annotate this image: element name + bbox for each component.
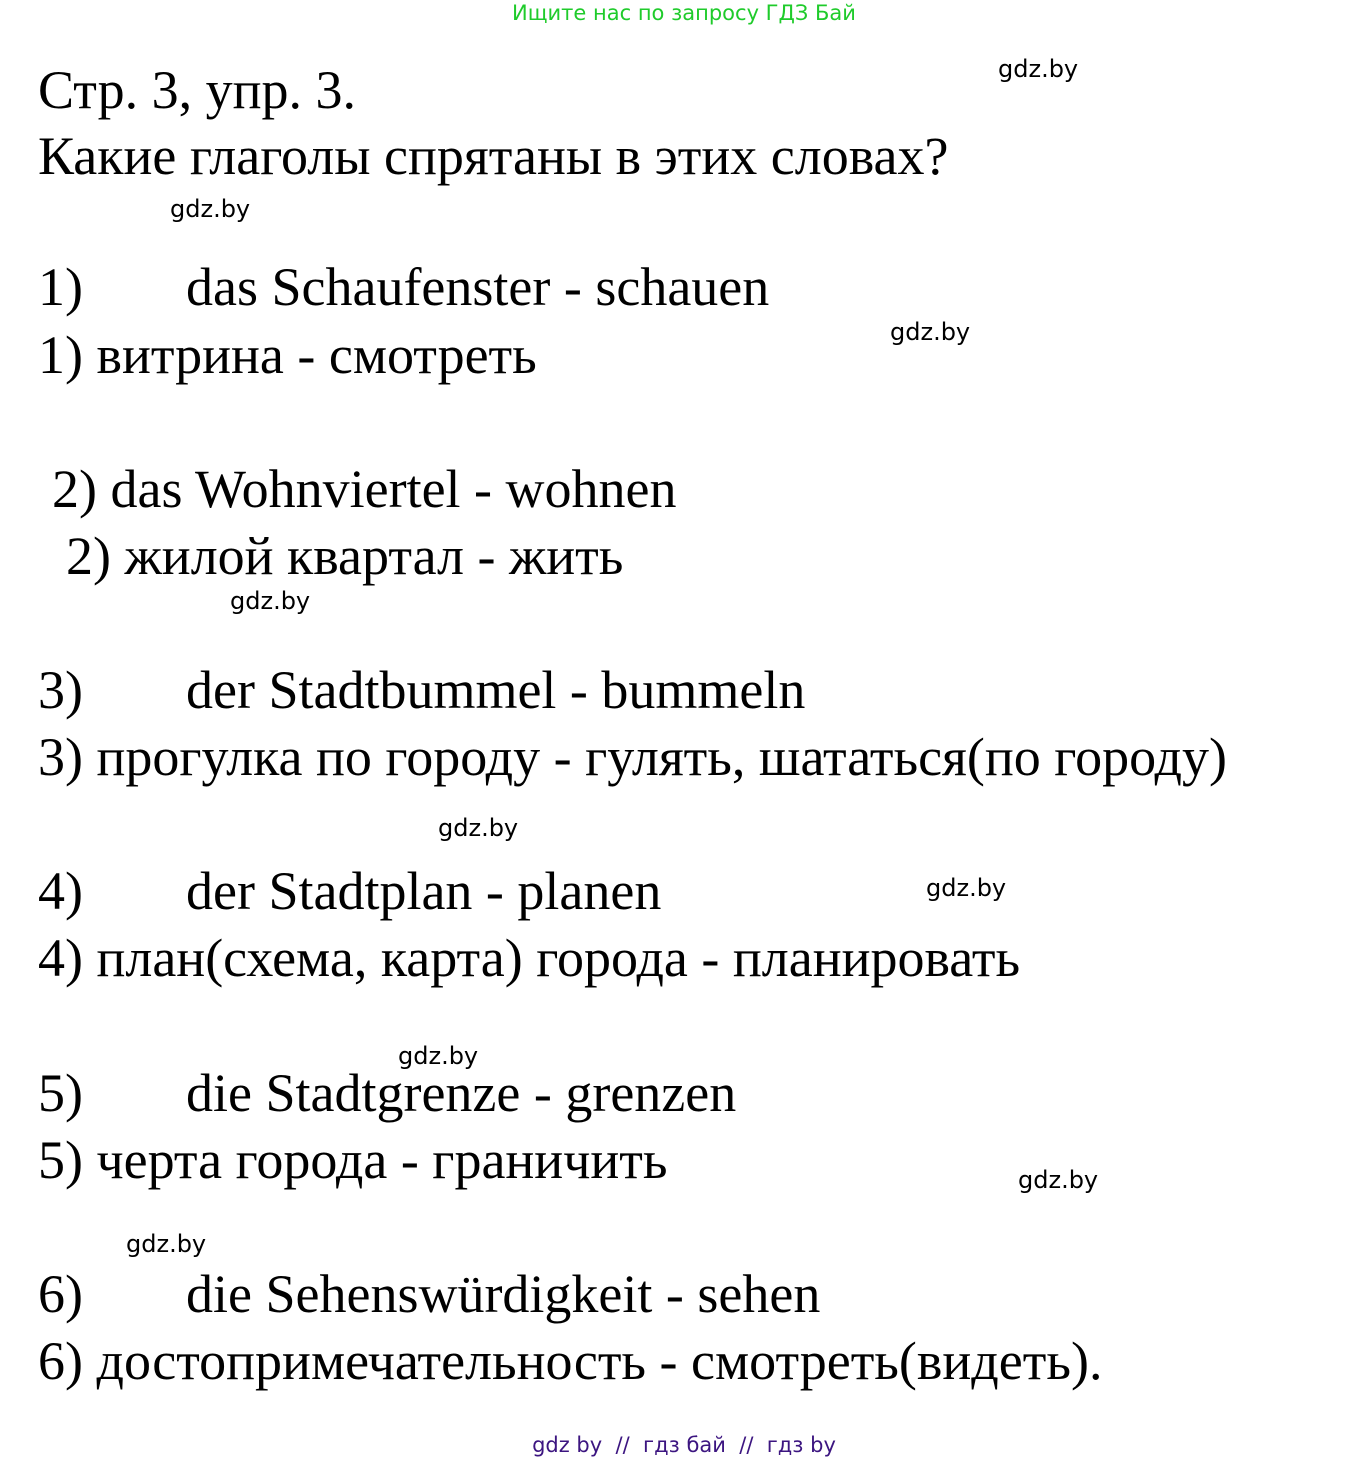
- item-2-russian: 2) жилой квартал - жить: [66, 526, 624, 586]
- item-4-russian: 4) план(схема, карта) города - планировать: [38, 928, 1021, 988]
- item-4-german-text: der Stadtplan - planen: [186, 861, 662, 921]
- page-title: Стр. 3, упр. 3.: [38, 60, 356, 120]
- item-4-german: [38, 861, 661, 921]
- item-4-number: 4): [38, 861, 83, 921]
- item-1-german-text: das Schaufenster - schauen: [186, 257, 770, 317]
- item-2-german: 2) das Wohnviertel - wohnen: [52, 459, 677, 519]
- footer-watermark: gdz by // гдз бай // гдз by: [532, 1433, 836, 1457]
- watermark: gdz.by: [126, 1230, 207, 1258]
- item-5-russian: 5) черта города - граничить: [38, 1130, 668, 1190]
- watermark: gdz.by: [1018, 1166, 1099, 1194]
- item-5-german: [38, 1063, 736, 1123]
- item-1-german: [38, 257, 769, 317]
- item-6-number: 6): [38, 1264, 83, 1324]
- exercise-question: Какие глаголы спрятаны в этих словах?: [38, 126, 949, 186]
- item-5-number: 5): [38, 1063, 83, 1123]
- item-1-russian: 1) витрина - смотреть: [38, 325, 537, 385]
- item-3-german-text: der Stadtbummel - bummeln: [186, 660, 806, 720]
- watermark: gdz.by: [398, 1042, 479, 1070]
- watermark: gdz.by: [230, 587, 311, 615]
- watermark: gdz.by: [890, 318, 971, 346]
- item-6-german-text: die Sehenswürdigkeit - sehen: [186, 1264, 821, 1324]
- watermark: gdz.by: [926, 874, 1007, 902]
- item-3-number: 3): [38, 660, 83, 720]
- watermark: gdz.by: [170, 195, 251, 223]
- search-banner: Ищите нас по запросу ГДЗ Бай: [512, 1, 856, 25]
- item-1-number: 1): [38, 257, 83, 317]
- watermark: gdz.by: [438, 814, 519, 842]
- item-3-german: [38, 660, 805, 720]
- item-6-russian: 6) достопримечательность - смотреть(видеть).: [38, 1331, 1103, 1391]
- item-6-german: [38, 1264, 820, 1324]
- watermark: gdz.by: [998, 55, 1079, 83]
- item-3-russian: 3) прогулка по городу - гулять, шататься(по городу): [38, 727, 1227, 787]
- item-5-german-text: die Stadtgrenze - grenzen: [186, 1063, 737, 1123]
